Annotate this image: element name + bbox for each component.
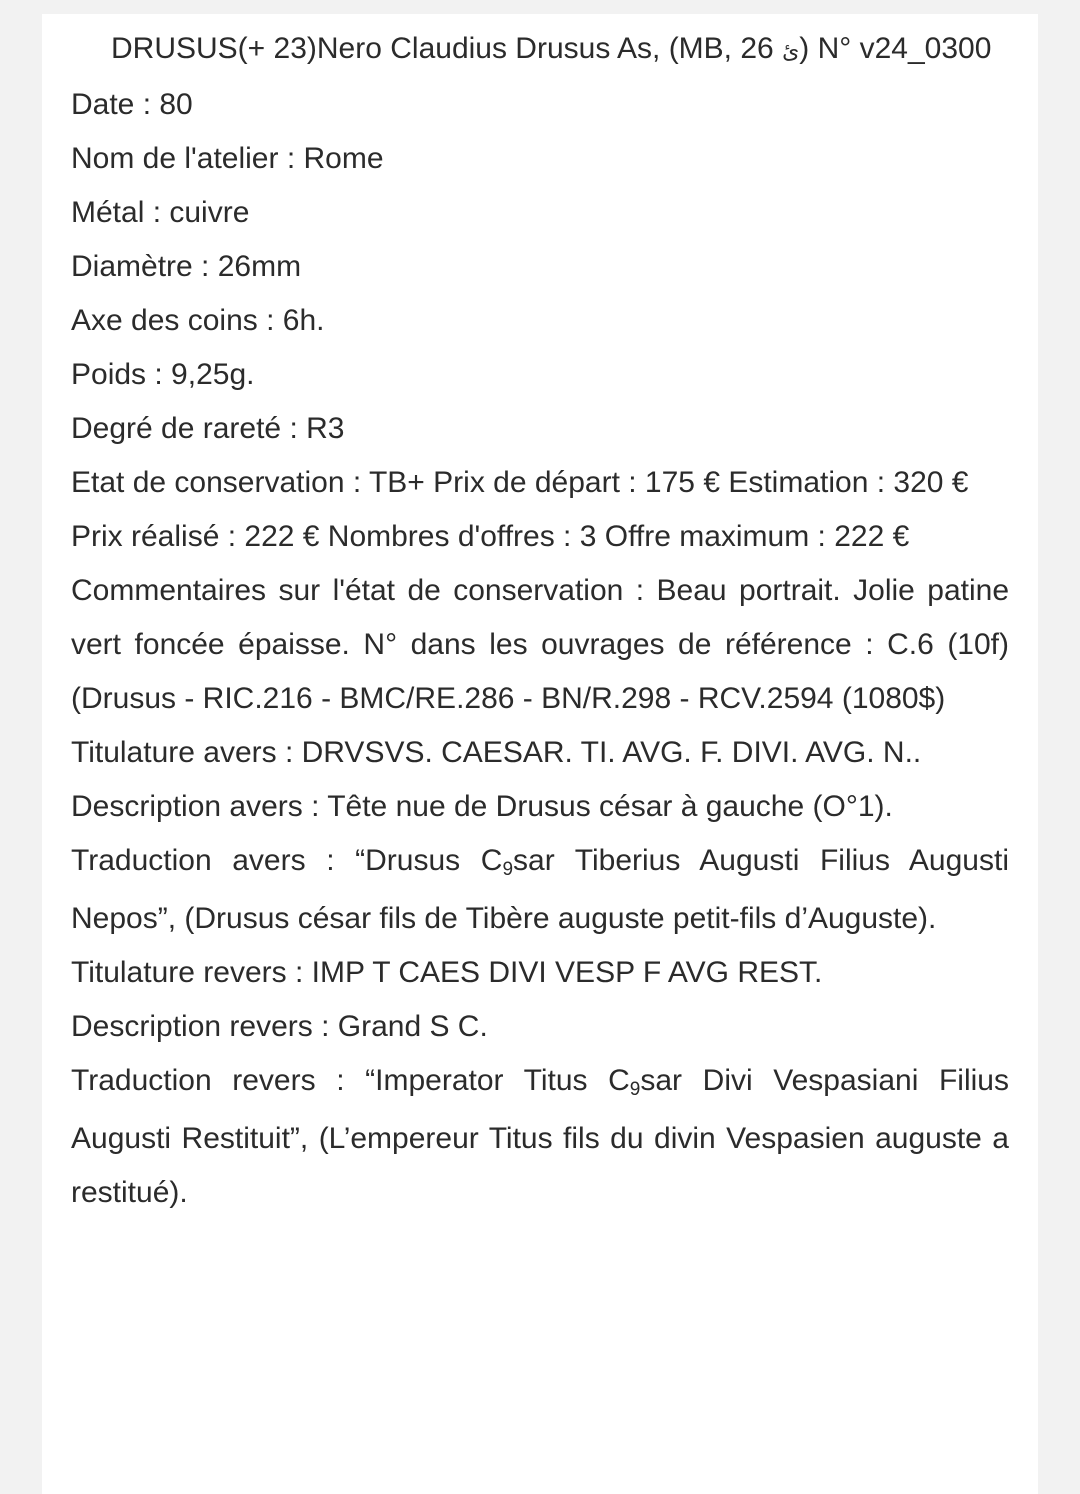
- axe-line: Axe des coins : 6h.: [71, 304, 325, 337]
- coin-title: [71, 22, 1009, 78]
- document-page: [42, 14, 1038, 1494]
- titulature-avers-line: Titulature avers : DRVSVS. CAESAR. TI. AVG. F. DIVI. AVG. N..: [71, 736, 922, 769]
- poids-line: Poids : 9,25g.: [71, 358, 255, 391]
- prix-realise-line: Prix réalisé : 222 € Nombres d'offres : 3 Offre maximum : 222 €: [71, 520, 910, 553]
- diametre-line: Diamètre : 26mm: [71, 250, 302, 283]
- traduction-revers-end: sar Divi Vespasiani Filius Augusti Restituit”, (L’empereur Titus fils du divin Vespasien auguste a restitué).: [71, 1064, 1009, 1209]
- rarete-line: Degré de rareté : R3: [71, 412, 345, 445]
- coin-title-number: ) N° v24_0300: [799, 32, 992, 65]
- atelier-line: Nom de l'atelier : Rome: [71, 142, 384, 175]
- coin-title-text: DRUSUS(+ 23)Nero Claudius Drusus As, (MB, 26: [111, 32, 783, 65]
- traduction-avers-subscript: 9: [502, 859, 514, 880]
- commentaires-line: Commentaires sur l'état de conservation : Beau portrait. Jolie patine vert foncée épaisse. N° dans les ouvrages de référence : C.6 (10f) (Drusus - RIC.216 - BMC/RE.286 - BN/R.298 - RCV.2594 (1080$): [71, 574, 1009, 715]
- arabic-glyph: ﺉ: [782, 38, 800, 63]
- traduction-revers-subscript: 9: [629, 1079, 641, 1100]
- date-line: Date : 80: [71, 88, 193, 121]
- traduction-revers-start: Traduction revers : “Imperator Titus C: [71, 1064, 630, 1097]
- traduction-avers-line: [71, 834, 1009, 946]
- traduction-avers-end: sar Tiberius Augusti Filius Augusti Nepos”, (Drusus césar fils de Tibère auguste petit-fils d’Auguste).: [71, 844, 1009, 935]
- coin-description: [71, 22, 1009, 1220]
- traduction-revers-line: [71, 1054, 1009, 1220]
- traduction-avers-start: Traduction avers : “Drusus C: [71, 844, 503, 877]
- description-avers-line: Description avers : Tête nue de Drusus césar à gauche (O°1).: [71, 790, 893, 823]
- titulature-revers-line: Titulature revers : IMP T CAES DIVI VESP F AVG REST.: [71, 956, 823, 989]
- description-revers-line: Description revers : Grand S C.: [71, 1010, 488, 1043]
- etat-prix-line: Etat de conservation : TB+ Prix de départ : 175 € Estimation : 320 €: [71, 466, 969, 499]
- metal-line: Métal : cuivre: [71, 196, 250, 229]
